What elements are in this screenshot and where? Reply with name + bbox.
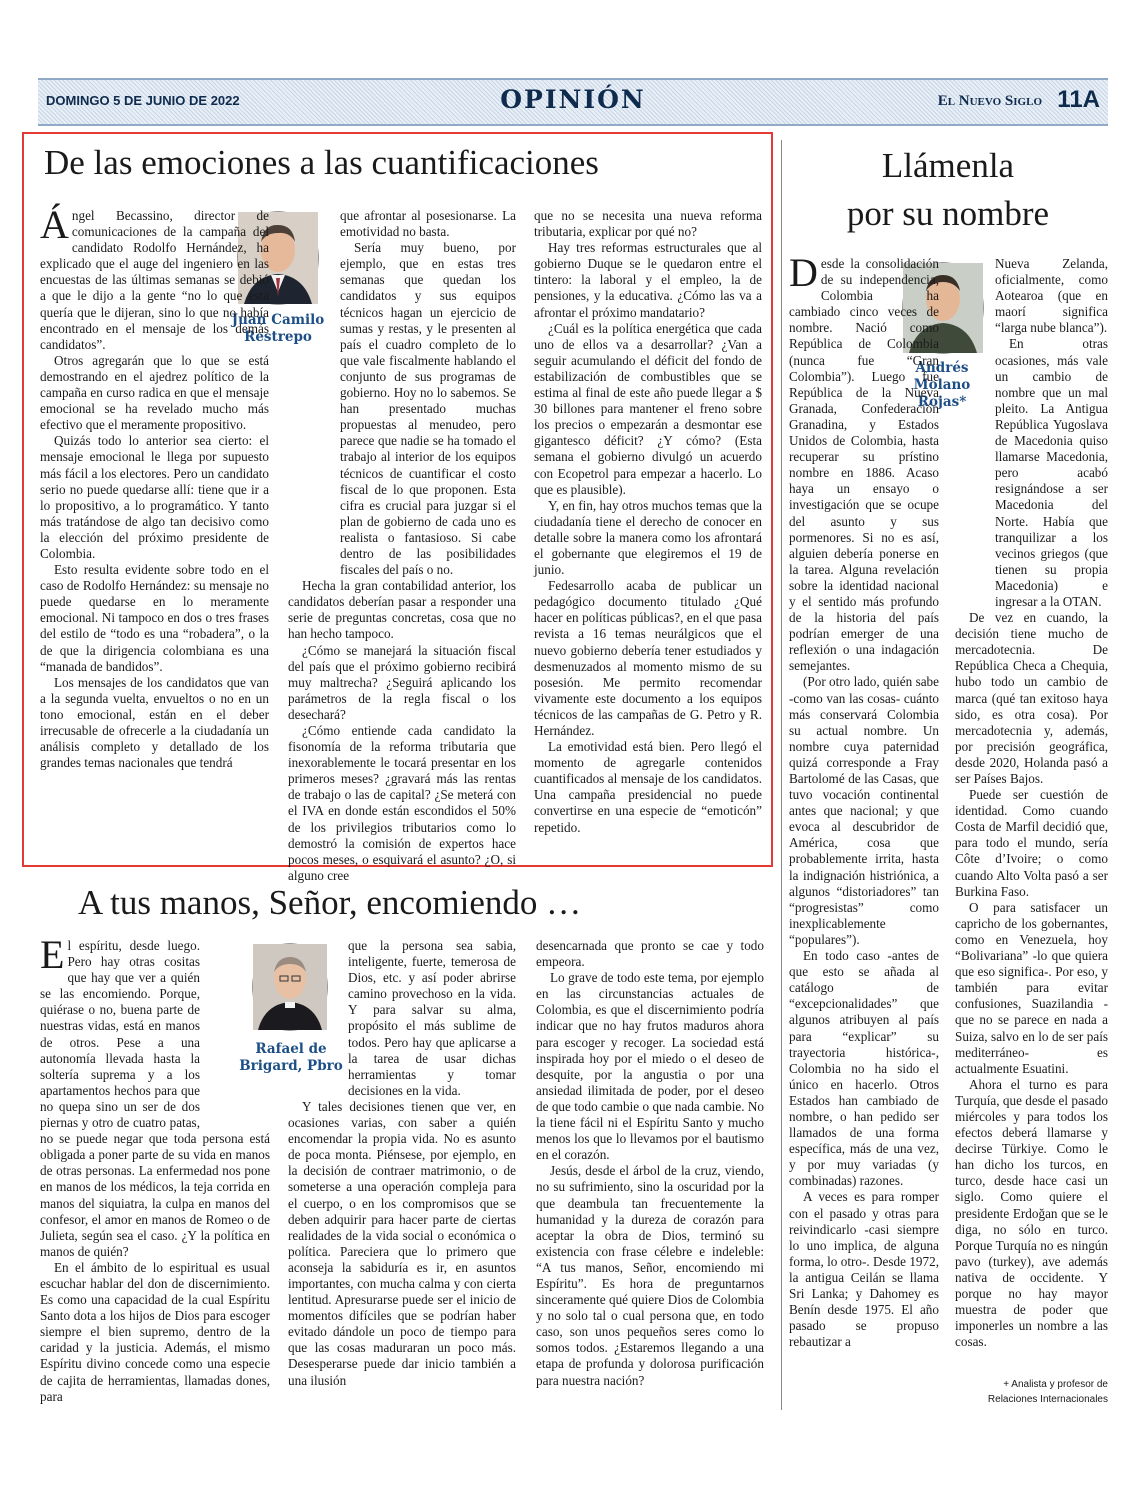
article1-col3-p3: ¿Cuál es la política energética que cada uno de ellos va a desarrollar? ¿Van a seguir acumulando el déficit del fondo de estabilización de combustibles que se estima al final de este año puede llegar a $ 30 billones para mantener el freno sobre los precios o empezarán a desmontar ese gigantesco déficit? ¿Y cómo? (Esta semana el gobierno divulgó un acuerdo con Ecopetrol para empezar a hacerlo. Lo que es plausible). — [534, 320, 762, 497]
article1-col1-p1: ngel Becassino, director de comunicaciones de la campaña del candidato Rodolfo Hernández, ha explicado que el auge del ingeniero en las encuestas de las últimas semanas se debió a que le dijo a la gente “no lo que ésta quería que le dijeran, sino lo que no había encontrado en el mensaje de los demás candidatos”. — [40, 208, 269, 352]
author1-name: Juan Camilo Restrepo — [231, 312, 325, 345]
article1-col3-p2: Hay tres reformas estructurales que al gobierno Duque se le quedaron entre el tintero: la laboral y el empleo, la de pensiones, y la educativa. ¿Cómo las va a afrontar el próximo mandatario? — [534, 240, 762, 320]
article3-col1-p3: En todo caso -antes de que esto se añada al catálogo de “excepcionalidades” que algunos atribuyen al país para “explicar” su trayectoria histórica-, Colombia no ha sido el único en hacerlo. Otros Estados han cambiado de nombre, o han pedido ser llamados de una forma específica, más de una vez, y por muy variadas (y combinadas) razones. — [789, 948, 939, 1189]
article2-column-2 — [288, 938, 516, 1398]
article2-col1-p1: l espíritu, desde luego. Pero hay otras cositas que hay que ver a quién se las encomiendo. Porque, quiérase o no, buena parte de nuestras vidas, está en manos de otros. Pese a una autonomía llevada hasta la soltería suprema y a los apartamentos hechos para que no quepa sino un ser de dos piernas y otro de cuatro patas, no se puede negar que toda persona está obligada a poner parte de su vida en manos de otras personas. La enfermedad nos pone en manos de los médicos, la teja corrida en manos del siquiatra, la culpa en manos del confesor, el amor en manos de Romeo o de Julieta, según sea el caso. ¿Y la política en manos de quién? — [40, 938, 270, 1259]
article3-col2-p5: O para satisfacer un capricho de los gobernantes, como en Venezuela, hoy “Bolivariana” -lo que quiera que eso significa-. Por eso, y también para evitar confusiones, Suazilandia -que no se parece en nada a Suiza, salvo en lo de ser país mediterráneo- es actualmente Esuatini. — [955, 899, 1108, 1076]
article1-col3-p6: La emotividad está bien. Pero llegó el momento de agregarle contenidos cuantificados al mensaje de los candidatos. Una campaña presidencial no puede convertirse en una especie de “emoticón” repetido. — [534, 739, 762, 835]
author3-name: Andrés Molano Rojas* — [913, 360, 971, 410]
article3-col2-p6: Ahora el turno es para Turquía, que desde el pasado miércoles y para todos los efectos deberá llamarse y decirse Türkiye. Como le han dicho los turcos, en turco, desde hace casi un siglo. Como quiere el presidente Erdoğan que se le diga, no sólo en turco. Porque Turquía no es ningún pavo (turkey), ave además nativa de occidente. Y porque no hay mayor muestra de poder que imponerles un nombre a las cosas. — [955, 1076, 1108, 1350]
article3-col2-p2: En otras ocasiones, más vale un cambio de nombre que un mal pleito. La Antigua República Yugoslava de Macedonia quiso llamarse Macedonia, pero acabó resignándose a ser Macedonia del Norte. Había que tranquilizar a los vecinos griegos (que tienen su propia Macedonia) e ingresar a la OTAN. — [995, 336, 1108, 609]
author3-note — [955, 1377, 1108, 1407]
article1-col1-p5: Los mensajes de los candidatos que van a la segunda vuelta, envueltos o no en un tono emocional, están en el deber irrecusable de ofrecerle a la ciudadanía un análisis completo y detallado de los grandes temas nacionales que tendrá — [40, 674, 269, 771]
article1-col2-p5: ¿Cómo entiende cada candidato la fisonomía de la reforma tributaria que inexorablemente le tocará presentar en los primeros meses? ¿gravará más las rentas de trabajo o las de capital? ¿Se meterá con el IVA en donde están escondidos el 50% de los privilegios tributarios como lo demostró la comisión de expertos hace pocos meses, o esquivará el asunto? ¿O, si alguno cree — [288, 723, 516, 883]
article1-col1-p2: Otros agregarán que lo que se está demostrando en el ajedrez político de la campaña en curso radica en que el mensaje emocional se ha revelado mucho más efectivo que el meramente propositivo. — [40, 352, 269, 433]
article1-col1-p3: Quizás todo lo anterior sea cierto: el mensaje emocional le llega por supuesto más fácil a los electores. Pero un candidato serio no puede quedarse allí: tiene que ir a lo propositivo, a lo programático. Y tanto más tratándose de algo tan decisivo como la elección del próximo presidente de Colombia. — [40, 433, 269, 561]
article2-dropcap: E — [40, 932, 65, 977]
article1-column-1 — [40, 202, 269, 848]
newspaper-name: El Nuevo Siglo — [937, 93, 1042, 109]
article3-title — [793, 142, 1103, 238]
article2-col3-p3: Jesús, desde el árbol de la cruz, viendo, no su sufrimiento, sino la oscuridad por la que deambula tan frecuentemente la humanidad y la dureza de corazón para aceptar la obra de Dios, terminó su existencia con frase célebre e indeleble: “A tus manos, Señor, encomiendo mi Espíritu”. Es hora de preguntarnos sinceramente qué quiere Dios de Colombia y no solo tal o cual persona que, en todo caso, son unos pequeños seres como lo somos todos. ¿Estaremos llegando a una etapa de profunda y dolorosa purificación para nuestra nación? — [536, 1163, 764, 1388]
article2-column-3 — [536, 938, 764, 1398]
article3-column-1 — [789, 250, 939, 1406]
author3-note-line2: Relaciones Internacionales — [987, 1394, 1108, 1405]
article3-title-line1: Llámenla — [881, 146, 1015, 185]
article1-column-2 — [288, 208, 516, 883]
article1-col3-p4: Y, en fin, hay otros muchos temas que la ciudadanía tiene el derecho de conocer en detalle sobre la manera como los afrontará el gobernante que elegiremos el 19 de junio. — [534, 497, 762, 578]
article3-col2-p3: De vez en cuando, la decisión tiene mucho de mercadotecnia. De República Checa a Chequia, hubo todo un cambio de marca (qué tan exitoso haya sido, es otra cosa). Por mercadotecnia y, además, por precisión geográfica, desde 2020, Holanda pasó a ser Países Bajos. — [955, 610, 1108, 786]
article3-col1-p1: esde la consolidación de su independencia, Colombia ha cambiado cinco veces de nombre. Nació como República de Colombia (nunca fue “Gran Colombia”). Luego fue República de la Nueva Granada, Confederación Granadina, y Estados Unidos de Colombia, hasta recuperar su prístino nombre en 1886. Acaso haya un ensayo o investigación que se ocupe del asunto y sus pormenores. Si no es así, alguien debería ponerse en la tarea. Alguna revelación sobre la identidad nacional y el sentido más profundo de la historia del país podrían emerger de una reflexión o una indagación semejantes. — [789, 256, 939, 674]
article2-col2-p1: que la persona sea sabia, inteligente, fuerte, temerosa de Dios, etc. y así poder abrirse camino provechoso en la vida. Y para salvar su alma, propósito el más sublime de todos. Pero hay que aplicarse a la tarea de usar dichas herramientas y tomar decisiones en la vida. — [348, 938, 516, 1098]
article2-col3-p1: desencarnada que pronto se cae y todo empeora. — [536, 938, 764, 970]
section-title: OPINIÓN — [500, 85, 646, 114]
article2-title: A tus manos, Señor, encomiendo … — [78, 883, 582, 922]
author2-name: Rafael de Brigard, Pbro — [239, 1041, 343, 1074]
author3-note-line1: + Analista y profesor de — [1003, 1379, 1108, 1390]
article3-col2-p1: Nueva Zelanda, oficialmente, como Aotearoa (que en maorí significa “larga nube blanca”). — [995, 256, 1108, 336]
article2-column-1 — [40, 932, 270, 1404]
column-divider — [781, 140, 782, 1410]
article1-title: De las emociones a las cuantificaciones — [44, 143, 599, 182]
article1-col2-p4: ¿Cómo se manejará la situación fiscal del país que el próximo gobierno recibirá muy maltrecha? ¿Seguirá aplicando los parámetros de la regla fiscal o los desechará? — [288, 642, 516, 722]
article1-col2-p1: que afrontar al posesionarse. La emotividad no basta. — [340, 208, 516, 240]
issue-date: DOMINGO 5 DE JUNIO DE 2022 — [46, 93, 240, 108]
article1-col1-p4: Esto resulta evidente sobre todo en el caso de Rodolfo Hernández: su mensaje no puede quedarse en lo meramente emocional. Ni tampoco en dos o tres frases del estilo de “todo es una “robadera”, o la de que la dirigencia colombiana es una “manada de bandidos”. — [40, 562, 269, 674]
article1-dropcap: Á — [40, 202, 69, 247]
article2-col2-p2: Y tales decisiones tienen que ver, en ocasiones varias, con saber a quién encomendar la propia vida. No es asunto de poca monta. Piénsese, por ejemplo, en la decisión de contraer matrimonio, o de someterse a una operación compleja para el cuerpo, o en los compromisos que se deben adquirir para hacer parte de ciertas realidades de la vida social o económica o política. Pareciera que lo primero que aconseja la sabiduría es ir, en asuntos importantes, con mucha calma y con cierta lentitud. Apresurarse puede ser el inicio de momentos difíciles que se podrían haber evitado dándole un poco de tiempo para que las cosas maduraran un poco más. Desesperarse puede dar inicio también a una ilusión — [288, 1098, 516, 1388]
article3-dropcap: D — [789, 250, 818, 295]
article2-col3-p2: Lo grave de todo este tema, por ejemplo en las circunstancias actuales de Colombia, es que el discernimiento podría indicar que no hay frutos maduros ahora para escoger y recoger. La sociedad está inspirada hoy por el miedo o el deseo de desquite, por la angustia o por una ansiedad ilimitada de poder, por el deseo de que todo cambie o que nada cambie. No la tiene fácil ni el Espíritu Santo y mucho menos los que lo llevamos por el bautismo en el corazón. — [536, 970, 764, 1163]
article3-col1-p4: A veces es para romper con el pasado y otras para reivindicarlo -casi siempre lo uno implica, de alguna forma, lo otro-. Desde 1972, la antigua Ceilán se llama Sri Lanka; y Dahomey es Benín desde 1975. El año pasado se propuso rebautizar a — [789, 1189, 939, 1350]
article1-col3-p1: que no se necesita una nueva reforma tributaria, explicar por qué no? — [534, 208, 762, 240]
article1-col3-p5: Fedesarrollo acaba de publicar un pedagógico documento titulado ¿Qué hacer en políticas públicas?, en el que pasa revista a 16 temas neurálgicos que el nuevo gobierno debería tener estudiados y desmenuzados al momento mismo de su posesión. Me permito recomendar vivamente este documento a los equipos técnicos de las campañas de G. Petro y R. Hernández. — [534, 578, 762, 738]
article1-col2-p2: Sería muy bueno, por ejemplo, que en estas tres semanas que quedan los candidatos y sus equipos técnicos hagan un ejercicio de sumas y restas, y le presenten al país el cuadro completo de lo que vale fiscalmente hablando el conjunto de sus programas de gobierno. Hoy no lo sabemos. Se han presentado muchas propuestas al menudeo, pero parece que nadie se ha tomado el trabajo al interior de los equipos técnicos de cuantificar el costo fiscal de lo que proponen. Esta cifra es crucial para juzgar si el plan de gobierno de cada uno es realista o fantasioso. Si cabe dentro de las posibilidades fiscales del país o no. — [340, 240, 516, 578]
article2-col1-p2: En el ámbito de lo espiritual es usual escuchar hablar del don de discernimiento. Es como una capacidad de la cual Espíritu Santo dota a los hijos de Dios para escoger siempre el bien supremo, dentro de la caridad y la justicia. Además, el mismo Espíritu divino concede como una especie de cajita de herramientas, llamadas dones, para — [40, 1259, 270, 1404]
article3-title-line2: por su nombre — [846, 194, 1050, 233]
article3-col1-p2: (Por otro lado, quién sabe -como van las cosas- cuánto más conservará Colombia su actual nombre. Un nombre cuya paternidad quizá corresponde a Fray Bartolomé de las Casas, que tuvo vocación continental antes que nacional; y que evoca al descubridor de América, cosa que probablemente irrita, hasta la indignación histriónica, a algunos “distoriadores” tan “progresistas” como inexplicablemente “populares”). — [789, 674, 939, 947]
article3-column-2 — [955, 256, 1108, 1401]
article3-col2-p4: Puede ser cuestión de identidad. Como cuando Costa de Marfil decidió que, para todo el mundo, sería Côte d’Ivoire; o como cuando Alto Volta pasó a ser Burkina Faso. — [955, 787, 1108, 899]
article1-col2-p3: Hecha la gran contabilidad anterior, los candidatos deberían pasar a responder una serie de preguntas concretas, cosa que no han hecho tampoco. — [288, 578, 516, 642]
masthead — [38, 78, 1108, 126]
article1-column-3 — [534, 208, 762, 848]
page-number: 11A — [1057, 86, 1100, 113]
